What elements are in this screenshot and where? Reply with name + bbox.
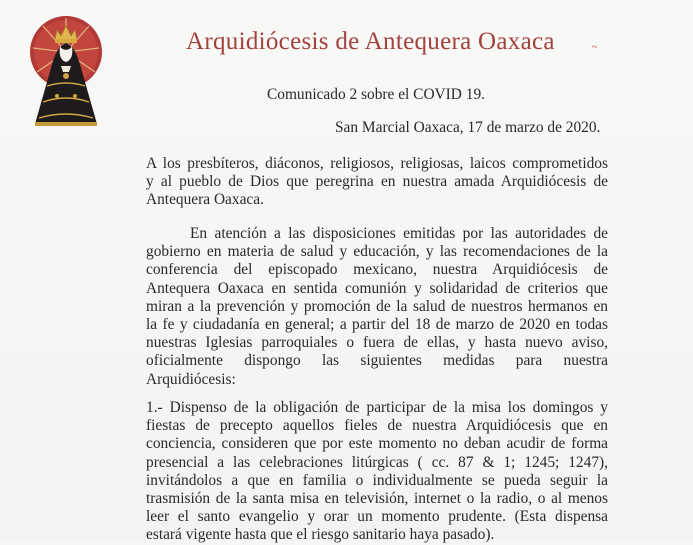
paragraph-line: 1.- Dispenso de la obligación de participar de la misa los domingos y (146, 399, 608, 416)
header-mark: ~ (592, 42, 598, 53)
dateline: San Marcial Oaxaca, 17 de marzo de 2020. (335, 119, 601, 136)
paragraph-greeting (146, 155, 608, 210)
paragraph-line: presencial a las celebraciones litúrgicas ( cc. 87 & 1; 1245; 1247), (146, 453, 608, 471)
paragraph-line: gobierno en materia de salud y educación, y las recomendaciones de la (146, 243, 608, 261)
paragraph-dispositions (146, 225, 608, 389)
paragraph-line: fiestas de precepto aquellos fieles de nuestra Arquidiócesis que en (146, 417, 608, 435)
paragraph-line: estará vigente hasta que el riesgo sanitario haya pasado). (146, 526, 495, 544)
subject-line: Comunicado 2 sobre el COVID 19. (267, 86, 486, 103)
paragraph-line: A los presbíteros, diáconos, religiosos, religiosas, laicos comprometidos (146, 155, 608, 172)
paragraph-line: Antequera Oaxaca en sentida comunión y solidaridad de criterios que (146, 279, 608, 297)
paragraph-measure-1 (146, 399, 608, 545)
paragraph-line: miran a la prevención y promoción de la salud de nuestros hermanos en (146, 297, 608, 315)
paragraph-line: leer el santo evangelio y orar un momento prudente. (Esta dispensa (146, 508, 608, 526)
paragraph-line: Arquidiócesis: (146, 370, 236, 388)
virgin-emblem-icon (27, 10, 105, 128)
paragraph-line: conferencia del episcopado mexicano, nuestra Arquidiócesis de (146, 261, 608, 279)
paragraph-line: oficialmente dispongo las siguientes medidas para nuestra (146, 352, 608, 370)
paragraph-line: nuestras Iglesias parroquiales o fuera de ellas, y hasta nuevo aviso, (146, 334, 608, 352)
paragraph-line: la fe y ciudadanía en general; a partir del 18 de marzo de 2020 en todas (146, 316, 608, 334)
paragraph-line: invitándolos a que en familia o individualmente se pueda seguir la (146, 471, 608, 489)
paragraph-line: En atención a las disposiciones emitidas por las autoridades de (190, 225, 608, 242)
paragraph-line: y al pueblo de Dios que peregrina en nuestra amada Arquidiócesis de (146, 173, 608, 191)
paragraph-line: trasmisión de la santa misa en televisión, internet o la radio, o al menos (146, 490, 608, 508)
paragraph-line: Antequera Oaxaca. (146, 191, 264, 209)
header-title: Arquidiócesis de Antequera Oaxaca (186, 28, 555, 55)
paragraph-line: conciencia, consideren que por este momento no deban acudir de forma (146, 435, 608, 453)
